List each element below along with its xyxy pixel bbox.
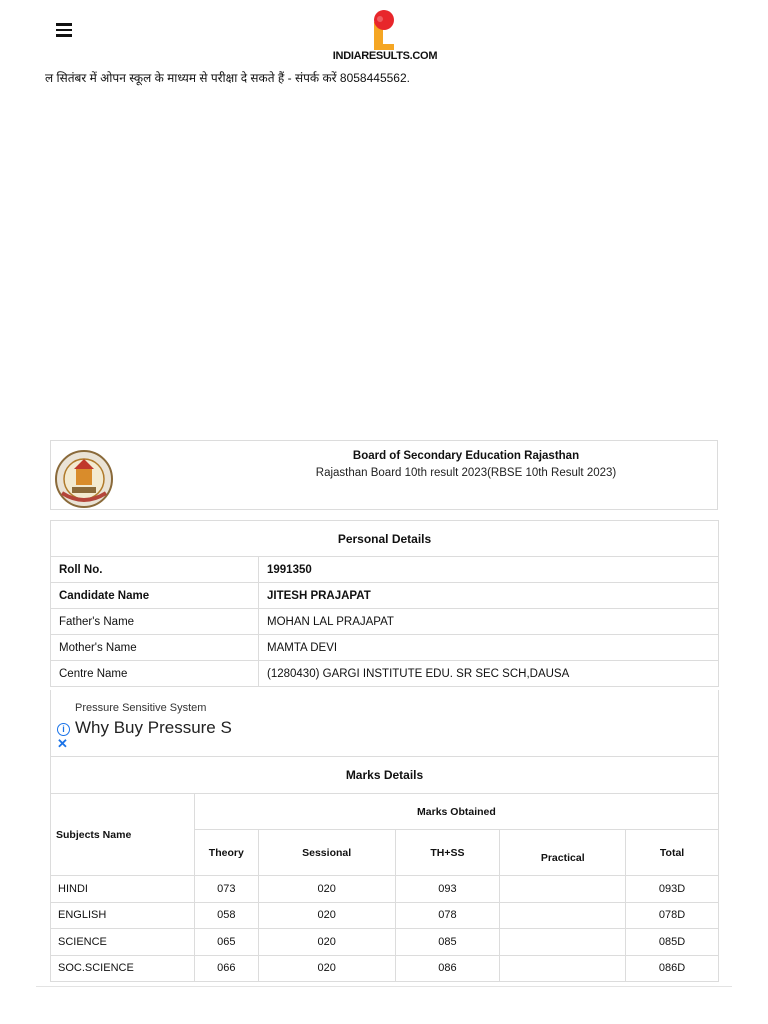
logo-text: INDIARESULTS.COM <box>332 50 438 62</box>
board-title: Board of Secondary Education Rajasthan <box>352 450 580 462</box>
thss-marks: 085 <box>395 929 500 956</box>
logo-mark-icon <box>330 8 440 52</box>
sessional-marks: 020 <box>258 876 395 903</box>
table-row <box>51 583 719 609</box>
subject-name: SCIENCE <box>51 929 195 956</box>
subject-name: ENGLISH <box>51 902 195 929</box>
subject-name: HINDI <box>51 876 195 903</box>
hamburger-icon[interactable] <box>56 20 72 38</box>
sessional-marks: 020 <box>258 955 395 982</box>
ad-close-icon[interactable]: ✕ <box>57 736 68 751</box>
practical-marks <box>500 876 626 903</box>
personal-details-table <box>50 520 719 687</box>
centre-name: (1280430) GARGI INSTITUTE EDU. SR SEC SCH,DAUSA <box>259 661 719 687</box>
total-marks: 078D <box>626 902 719 929</box>
board-seal-icon <box>54 449 114 509</box>
col-theory: Theory <box>194 830 258 876</box>
table-row <box>51 635 719 661</box>
row-label: Roll No. <box>51 557 259 583</box>
row-label: Candidate Name <box>51 583 259 609</box>
practical-marks <box>500 902 626 929</box>
marks-details-heading: Marks Details <box>51 757 719 794</box>
personal-details-heading: Personal Details <box>51 521 719 557</box>
practical-marks <box>500 955 626 982</box>
ad-row <box>50 690 719 757</box>
news-ticker[interactable] <box>0 68 768 86</box>
row-label: Mother's Name <box>51 635 259 661</box>
marks-details-table <box>50 756 719 982</box>
candidate-name: JITESH PRAJAPAT <box>259 583 719 609</box>
mothers-name: MAMTA DEVI <box>259 635 719 661</box>
marks-obtained-header: Marks Obtained <box>194 794 718 830</box>
table-row <box>51 876 719 903</box>
thss-marks: 093 <box>395 876 500 903</box>
sessional-marks: 020 <box>258 902 395 929</box>
indiaresults-logo[interactable] <box>330 8 440 66</box>
table-row <box>51 557 719 583</box>
practical-marks <box>500 929 626 956</box>
sessional-marks: 020 <box>258 929 395 956</box>
row-label: Father's Name <box>51 609 259 635</box>
col-total: Total <box>626 830 719 876</box>
col-thss: TH+SS <box>395 830 500 876</box>
roll-number: 1991350 <box>259 557 719 583</box>
subject-name: SOC.SCIENCE <box>51 955 195 982</box>
table-row <box>51 609 719 635</box>
total-marks: 086D <box>626 955 719 982</box>
board-subtitle: Rajasthan Board 10th result 2023(RBSE 10th Result 2023) <box>315 467 617 479</box>
theory-marks: 066 <box>194 955 258 982</box>
result-header-card <box>50 440 718 510</box>
ad-small-text: Pressure Sensitive System <box>75 702 207 714</box>
col-practical: Practical <box>500 830 626 876</box>
table-row <box>51 902 719 929</box>
footer-divider <box>36 986 732 987</box>
theory-marks: 058 <box>194 902 258 929</box>
ticker-text: ल सितंबर में ओपन स्कूल के माध्यम से परीक्षा दे सकते हैं - संपर्क करें 8058445562. <box>45 71 410 85</box>
ad-info-icon[interactable]: i <box>57 723 70 736</box>
col-sessional: Sessional <box>258 830 395 876</box>
total-marks: 093D <box>626 876 719 903</box>
table-row <box>51 661 719 687</box>
theory-marks: 065 <box>194 929 258 956</box>
total-marks: 085D <box>626 929 719 956</box>
theory-marks: 073 <box>194 876 258 903</box>
row-label: Centre Name <box>51 661 259 687</box>
fathers-name: MOHAN LAL PRAJAPAT <box>259 609 719 635</box>
thss-marks: 086 <box>395 955 500 982</box>
table-row <box>51 955 719 982</box>
subjects-header: Subjects Name <box>51 794 195 876</box>
table-row <box>51 929 719 956</box>
advertisement[interactable] <box>57 696 237 752</box>
thss-marks: 078 <box>395 902 500 929</box>
ad-headline[interactable]: Why Buy Pressure S <box>75 718 232 737</box>
